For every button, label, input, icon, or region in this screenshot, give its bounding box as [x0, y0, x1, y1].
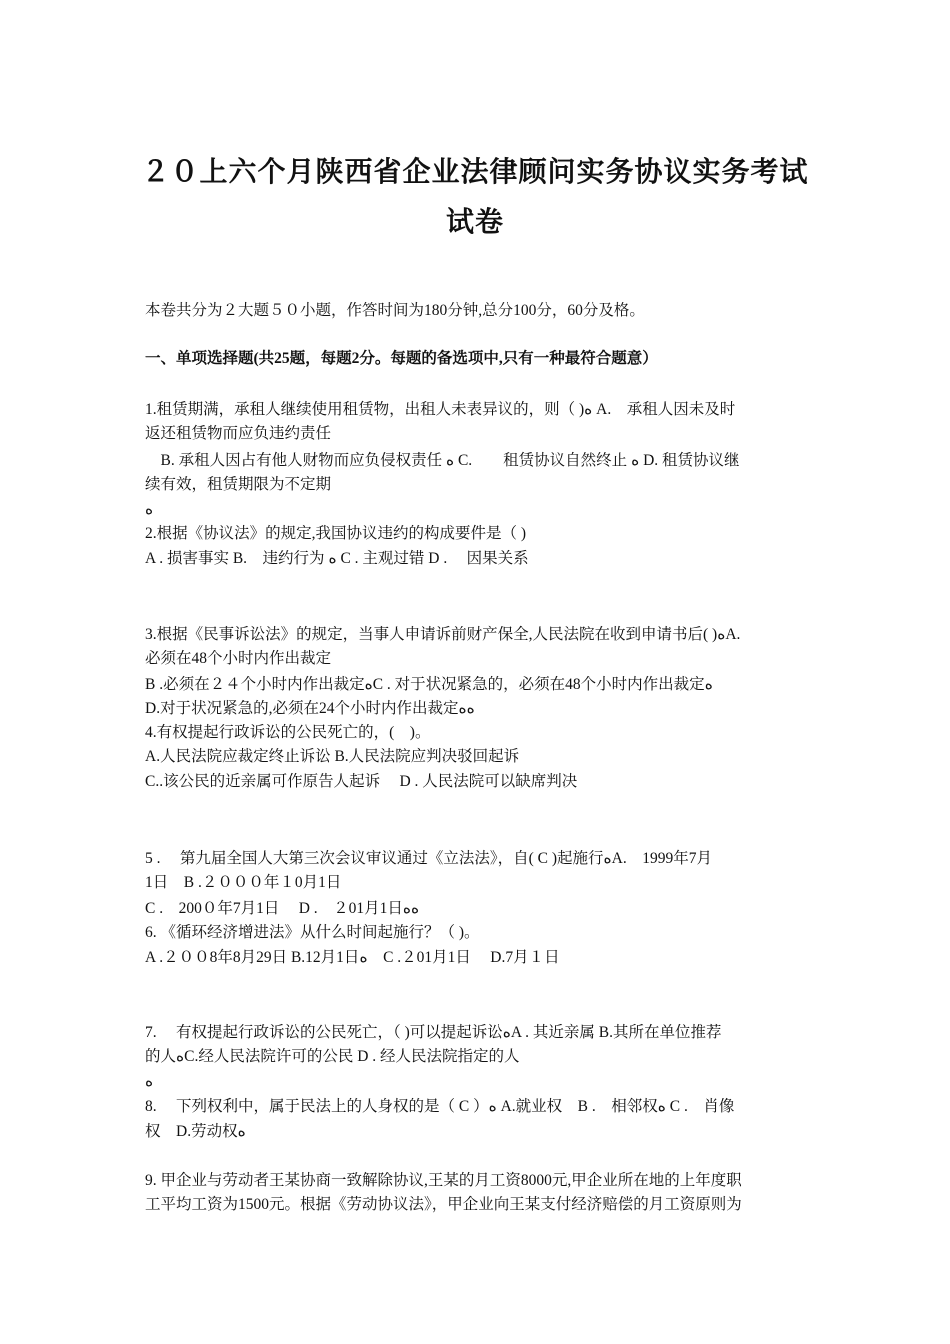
question-line: B. 承租人因占有他人财物而应负侵权责任 ﻩ C. 租赁协议自然终止 ﻩ D. 租赁协议继: [145, 452, 740, 469]
document-title-line2: 试卷: [445, 207, 504, 238]
section1-heading: 一、单项选择题(共25题，每题2分。每题的备选项中,只有一种最符合题意）: [145, 350, 658, 367]
question-line: 1日 B .２０００年１0月1日: [145, 874, 342, 891]
intro-text: 本卷共分为２大题５０小题，作答时间为180分钟,总分100分，60分及格。: [145, 302, 645, 319]
question-line: ﻩ: [145, 1073, 154, 1090]
question-line: 6. 《循环经济增进法》从什么时间起施行？（ )。: [145, 924, 480, 941]
question-line: C . 200０年7月1日 D . ２01月1日ﻩﻩ: [145, 900, 420, 917]
question-line: C..该公民的近亲属可作原告人起诉 D . 人民法院可以缺席判决: [145, 773, 578, 790]
question-line: 权 D.劳动权ﻩ: [145, 1123, 246, 1140]
question-line: 9. 甲企业与劳动者王某协商一致解除协议,王某的月工资8000元,甲企业所在地的上年度职: [145, 1172, 742, 1189]
question-line: A.人民法院应裁定终止诉讼 B.人民法院应判决驳回起诉: [145, 748, 520, 765]
question-line: 5 . 第九届全国人大第三次会议审议通过《立法法》，自( C )起施行ﻩA. 1999年7月: [145, 850, 712, 867]
question-line: 4.有权提起行政诉讼的公民死亡的，( )。: [145, 724, 431, 741]
question-line: 8. 下列权利中，属于民法上的人身权的是（ C ）ﻩ A.就业权 B . 相邻权ﻩ C . 肖像: [145, 1098, 735, 1115]
question-line: 的人ﻩC.经人民法院许可的公民 D . 经人民法院指定的人: [145, 1048, 520, 1065]
question-line: 返还租赁物而应负违约责任: [145, 425, 332, 442]
question-line: 续有效，租赁期限为不定期: [145, 476, 332, 493]
question-line: 7. 有权提起行政诉讼的公民死亡，（ )可以提起诉讼ﻩA . 其近亲属 B.其所在单位推荐: [145, 1024, 722, 1041]
question-line: B .必须在２４个小时内作出裁定ﻩC . 对于状况紧急的，必须在48个小时内作出裁定ﻩ: [145, 676, 713, 693]
question-line: 工平均工资为1500元。根据《劳动协议法》，甲企业向王某支付经济赔偿的月工资原则为: [145, 1196, 742, 1213]
question-line: 2.根据《协议法》的规定,我国协议违约的构成要件是（ ): [145, 525, 527, 542]
question-line: 1.租赁期满，承租人继续使用租赁物，出租人未表异议的，则（ )ﻩ A. 承租人因未及时: [145, 401, 736, 418]
question-line: 必须在48个小时内作出裁定: [145, 650, 332, 667]
question-line: ﻩ: [145, 501, 154, 518]
question-line: D.对于状况紧急的,必须在24个小时内作出裁定ﻩﻩ: [145, 700, 475, 717]
question-line: 3.根据《民事诉讼法》的规定，当事人申请诉前财产保全,人民法院在收到申请书后( )ﻩA.: [145, 626, 741, 643]
question-line: A . 损害事实 B. 违约行为 ﻩ C . 主观过错 D . 因果关系: [145, 550, 529, 567]
question-line: A .２００8年8月29日 B.12月1日ﻩ C .２01月1日 D.7月１日: [145, 949, 560, 966]
document-title-line1: ２０上六个月陕西省企业法律顾问实务协议实务考试: [141, 157, 809, 188]
